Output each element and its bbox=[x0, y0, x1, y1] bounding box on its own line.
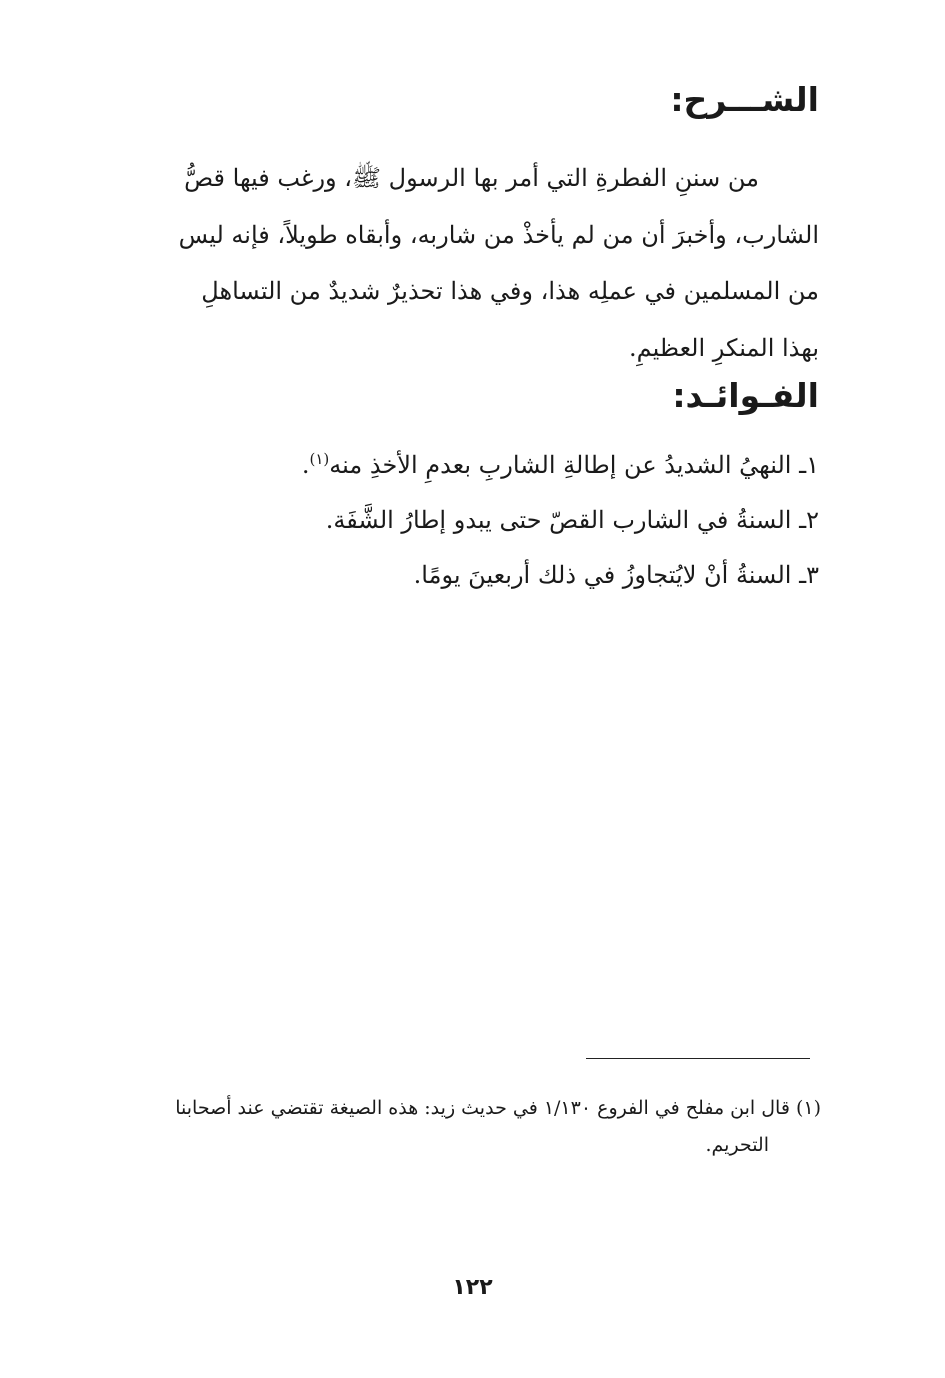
footnote-line: التحريم. bbox=[705, 1134, 769, 1156]
benefits-list bbox=[219, 432, 819, 603]
benefit-text: ١ـ النهيُ الشديدُ عن إطالةِ الشاربِ بعدمِ الأخذِ منه bbox=[329, 451, 819, 479]
sharh-line: من المسلمين في عملِه هذا، وفي هذا تحذيرٌ شديدٌ من التساهلِ bbox=[201, 277, 819, 305]
fawaid-heading: الفـوائـد: bbox=[672, 376, 819, 415]
sharh-paragraph bbox=[84, 150, 819, 376]
benefit-item bbox=[219, 548, 819, 603]
sharh-line: من سننِ الفطرةِ التي أمر بها الرسول ﷺ، ورغب فيها قصُّ bbox=[184, 164, 759, 192]
benefit-item bbox=[219, 493, 819, 548]
benefit-text: ٢ـ السنةُ في الشارب القصّ حتى يبدو إطارُ الشَّفَة. bbox=[325, 506, 819, 534]
footnote bbox=[84, 1090, 821, 1164]
sharh-line: الشارب، وأخبرَ أن من لم يأخذْ من شاربه، وأبقاه طويلاً، فإنه ليس bbox=[178, 220, 819, 249]
footnote-line: (١) قال ابن مفلح في الفروع ١/١٣٠ في حديث زيد: هذه الصيغة تقتضي عند أصحابنا bbox=[175, 1097, 821, 1119]
benefit-text: ٣ـ السنةُ أنْ لايُتجاوزُ في ذلك أربعينَ يومًا. bbox=[413, 561, 819, 589]
page-number: ١٢٢ bbox=[452, 1275, 493, 1300]
sharh-heading: الشـــرح: bbox=[670, 80, 819, 119]
benefit-item bbox=[219, 432, 819, 493]
footnote-reference: (١) bbox=[309, 450, 330, 468]
sharh-line: بهذا المنكرِ العظيمِ. bbox=[629, 333, 819, 362]
footnote-separator bbox=[586, 1058, 810, 1059]
benefit-end-punct: . bbox=[301, 451, 310, 479]
